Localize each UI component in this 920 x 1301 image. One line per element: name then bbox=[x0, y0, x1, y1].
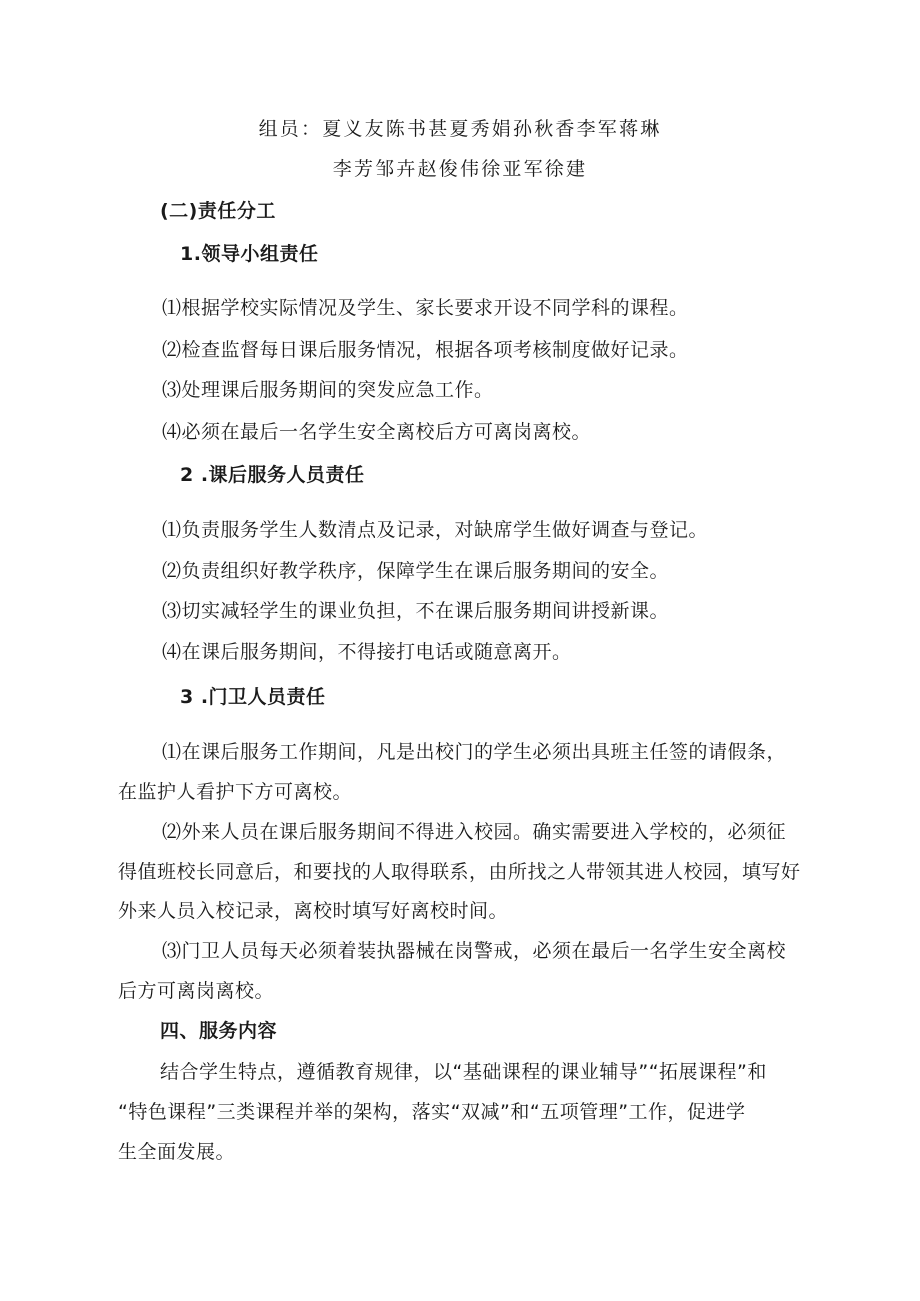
sub-1-item-2: ⑵检查监督每日课后服务情况，根据各项考核制度做好记录。 bbox=[162, 339, 689, 361]
section-4-p-line-1: 结合学生特点，遵循教育规律，以“基础课程的课业辅导”“拓展课程”和 bbox=[160, 1061, 767, 1083]
sub-2-item-1: ⑴负责服务学生人数清点及记录，对缺席学生做好调查与登记。 bbox=[162, 519, 709, 541]
sub-3-p1-line-1: ⑴在课后服务工作期间，凡是出校门的学生必须出具班主任签的请假条， bbox=[162, 741, 787, 763]
section-4-title: 四、服务内容 bbox=[160, 1020, 278, 1042]
sub-2-item-2: ⑵负责组织好教学秩序，保障学生在课后服务期间的安全。 bbox=[162, 560, 670, 582]
sub-3-p2-line-1: ⑵外来人员在课后服务期间不得进入校园。确实需要进入学校的，必须征 bbox=[162, 821, 787, 843]
sub-2-item-3: ⑶切实减轻学生的课业负担，不在课后服务期间讲授新课。 bbox=[162, 600, 670, 622]
section-2-title: (二)责任分工 bbox=[160, 200, 276, 222]
sub-1-title: 1.领导小组责任 bbox=[180, 243, 319, 265]
members-line-1: 组员：夏义友陈书甚夏秀娟孙秋香李军蒋琳 bbox=[258, 118, 662, 140]
sub-2-title: 2 .课后服务人员责任 bbox=[180, 464, 365, 486]
sub-3-p3-line-2: 后方可离岗离校。 bbox=[118, 980, 275, 1002]
sub-1-item-4: ⑷必须在最后一名学生安全离校后方可离岗离校。 bbox=[162, 421, 592, 443]
sub-3-title: 3 .门卫人员责任 bbox=[180, 686, 326, 708]
section-4-p-line-3: 生全面发展。 bbox=[118, 1141, 236, 1163]
members-line-2: 李芳邹卉赵俊伟徐亚军徐建 bbox=[332, 158, 588, 180]
sub-1-item-1: ⑴根据学校实际情况及学生、家长要求开设不同学科的课程。 bbox=[162, 297, 689, 319]
sub-3-p1-line-2: 在监护人看护下方可离校。 bbox=[118, 781, 353, 803]
sub-3-p3-line-1: ⑶门卫人员每天必须着装执器械在岗警戒，必须在最后一名学生安全离校 bbox=[162, 940, 787, 962]
sub-3-p2-line-2: 得值班校长同意后，和要找的人取得联系，由所找之人带领其进人校园，填写好 bbox=[118, 861, 801, 883]
sub-2-item-4: ⑷在课后服务期间，不得接打电话或随意离开。 bbox=[162, 641, 572, 663]
sub-1-item-3: ⑶处理课后服务期间的突发应急工作。 bbox=[162, 379, 494, 401]
section-4-p-line-2: “特色课程”三类课程并举的架构，落实“双减”和“五项管理”工作，促进学 bbox=[118, 1101, 746, 1123]
sub-3-p2-line-3: 外来人员入校记录，离校时填写好离校时间。 bbox=[118, 900, 509, 922]
